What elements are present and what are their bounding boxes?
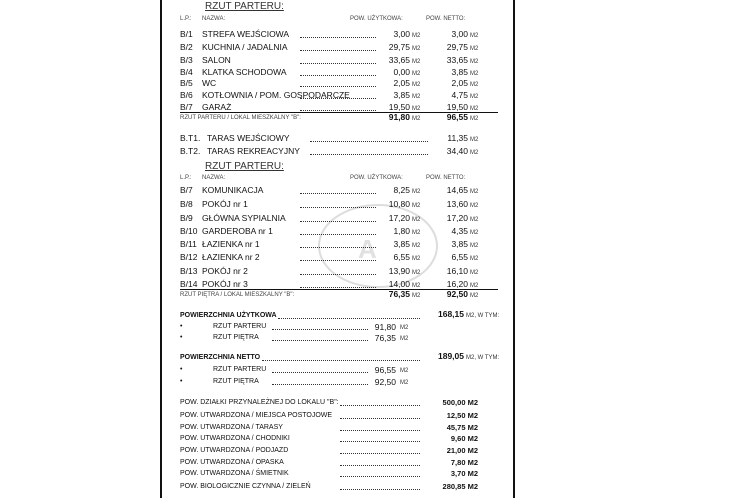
room-usable-unit: M2: [412, 283, 421, 289]
watermark-letter: A: [358, 234, 377, 264]
room-net-unit: M2: [470, 230, 479, 236]
leader-dots: [300, 287, 376, 288]
leader-dots: [340, 489, 420, 490]
usable-area-unit: M2, W TYM:: [466, 313, 500, 319]
section2-col-net: POW. NETTO:: [426, 175, 466, 181]
room-net-unit: M2: [470, 59, 479, 65]
room-net-area: 14,65: [446, 185, 468, 195]
room-net-area: 3,85: [451, 67, 468, 77]
room-net-area: 3,85: [451, 239, 468, 249]
room-net-area: 33,65: [446, 55, 468, 65]
leader-dots: [340, 476, 420, 477]
leader-dots: [272, 340, 368, 341]
section1-col-net: POW. NETTO:: [426, 16, 466, 22]
room-net-unit: M2: [470, 283, 479, 289]
room-net-area: 16,10: [446, 266, 468, 276]
summary-item-value: 96,55: [374, 365, 396, 375]
summary-item-name: RZUT PIĘTRA: [213, 334, 259, 341]
room-usable-area: 2,05: [393, 78, 410, 88]
leader-dots: [300, 274, 376, 275]
room-net-unit: M2: [470, 82, 479, 88]
room-net-area: 29,75: [446, 42, 468, 52]
plot-area-name: POW. UTWARDZONA / TARASY: [180, 424, 283, 431]
plot-area-name: POW. BIOLOGICZNIE CZYNNA / ZIELEŃ: [180, 483, 311, 490]
room-name: ŁAZIENKA nr 2: [202, 252, 260, 262]
leader-dots: [300, 234, 376, 235]
room-name: STREFA WEJŚCIOWA: [202, 29, 290, 39]
summary-item-name: RZUT PARTERU: [213, 323, 267, 330]
section1-total-use: 91,80: [388, 112, 410, 122]
room-usable-unit: M2: [412, 243, 421, 249]
plot-area-name: POW. UTWARDZONA / PODJAZD: [180, 447, 289, 454]
room-net-unit: M2: [470, 94, 479, 100]
summary-item-unit: M2: [400, 336, 409, 342]
room-code: B/1: [180, 29, 193, 39]
room-name: POKÓJ nr 1: [202, 199, 248, 209]
summary-item-unit: M2: [400, 380, 409, 386]
room-name: KOTŁOWNIA / POM. GOSPODARCZE: [202, 90, 350, 100]
leader-dots: [272, 384, 368, 385]
summary-item-name: RZUT PARTERU: [213, 366, 267, 373]
section2-total-net-unit: M2: [470, 293, 479, 299]
room-usable-unit: M2: [412, 59, 421, 65]
leader-dots: [300, 260, 376, 261]
room-usable-area: 0,00: [393, 67, 410, 77]
section1-col-use: POW. UŻYTKOWA:: [350, 16, 403, 22]
section1-total-net-unit: M2: [470, 116, 479, 122]
section2-total-use: 76,35: [388, 289, 410, 299]
plot-area-name: POW. UTWARDZONA / MIEJSCA POSTOJOWE: [180, 412, 333, 419]
room-net-unit: M2: [470, 217, 479, 223]
room-usable-area: 14,00: [388, 279, 410, 289]
room-usable-unit: M2: [412, 256, 421, 262]
room-code: B/6: [180, 90, 193, 100]
room-net-unit: M2: [470, 33, 479, 39]
room-usable-area: 1,80: [393, 226, 410, 236]
room-net-unit: M2: [470, 71, 479, 77]
usable-area-label: POWIERZCHNIA UŻYTKOWA: [180, 312, 277, 319]
room-usable-area: 3,85: [393, 90, 410, 100]
room-code: B/5: [180, 78, 193, 88]
room-name: GARDEROBA nr 1: [202, 226, 273, 236]
room-code: B/12: [180, 252, 198, 262]
room-name: KOMUNIKACJA: [202, 185, 264, 195]
summary-bullet: •: [180, 366, 183, 373]
room-code: B/10: [180, 226, 198, 236]
leader-dots: [340, 418, 420, 419]
section1-title: RZUT PARTERU:: [205, 1, 284, 12]
room-name: SALON: [202, 55, 231, 65]
room-net-area: 17,20: [446, 213, 468, 223]
room-name: WC: [202, 78, 217, 88]
leader-dots: [310, 154, 428, 155]
section1-col-name: NAZWA:: [202, 16, 226, 22]
room-net-area: 3,00: [451, 29, 468, 39]
summary-item-unit: M2: [400, 325, 409, 331]
room-name: POKÓJ nr 3: [202, 279, 248, 289]
room-net-unit: M2: [470, 106, 479, 112]
room-name: ŁAZIENKA nr 1: [202, 239, 260, 249]
section2-col-use: POW. UŻYTKOWA:: [350, 175, 403, 181]
room-usable-area: 17,20: [388, 213, 410, 223]
room-net-area: 4,75: [451, 90, 468, 100]
page-left-edge: [160, 0, 162, 498]
room-usable-area: 8,25: [393, 185, 410, 195]
room-usable-unit: M2: [412, 33, 421, 39]
room-usable-unit: M2: [412, 106, 421, 112]
section1-total-label: RZUT PARTERU / LOKAL MIESZKALNY "B":: [180, 115, 301, 121]
summary-bullet: •: [180, 378, 183, 385]
room-code: B/7: [180, 185, 193, 195]
room-usable-area: 3,00: [393, 29, 410, 39]
room-code: B/4: [180, 67, 193, 77]
room-net-unit: M2: [470, 243, 479, 249]
leader-dots: [272, 329, 368, 330]
leader-dots: [272, 372, 368, 373]
leader-dots: [310, 141, 428, 142]
room-name: GŁÓWNA SYPIALNIA: [202, 213, 286, 223]
plot-area-name: POW. UTWARDZONA / CHODNIKI: [180, 435, 290, 442]
room-net-area: 13,60: [446, 199, 468, 209]
room-usable-area: 29,75: [388, 42, 410, 52]
plot-area-value: 280,85 M2: [442, 482, 478, 491]
plot-area-name: POW. UTWARDZONA / OPASKA: [180, 459, 284, 466]
plot-area-name: POW. UTWARDZONA / ŚMIETNIK: [180, 470, 289, 477]
leader-dots: [300, 50, 376, 51]
terrace-code: B.T1.: [180, 133, 201, 143]
section1-total-net: 96,55: [446, 112, 468, 122]
leader-dots: [300, 193, 376, 194]
room-code: B/8: [180, 199, 193, 209]
section2-col-lp: L.P.:: [180, 175, 192, 181]
room-net-area: 19,50: [446, 102, 468, 112]
leader-dots: [340, 453, 420, 454]
section2-col-name: NAZWA:: [202, 175, 226, 181]
room-name: POKÓJ nr 2: [202, 266, 248, 276]
plot-area-value: 3,70 M2: [450, 469, 478, 478]
room-code: B/7: [180, 102, 193, 112]
room-usable-area: 19,50: [388, 102, 410, 112]
plot-area-value: 500,00 M2: [442, 398, 478, 407]
leader-dots: [300, 221, 376, 222]
room-code: B/13: [180, 266, 198, 276]
room-net-unit: M2: [470, 256, 479, 262]
leader-dots: [300, 75, 376, 76]
section2-total-label: RZUT PIĘTRA / LOKAL MIESZKALNY "B":: [180, 292, 295, 298]
plot-area-name: POW. DZIAŁKI PRZYNALEŻNEJ DO LOKALU "B":: [180, 399, 339, 406]
section2-title: RZUT PARTERU:: [205, 161, 284, 172]
section2-total-use-unit: M2: [412, 293, 421, 299]
leader-dots: [340, 405, 420, 406]
section2-total-net: 92,50: [446, 289, 468, 299]
room-name: KUCHNIA / JADALNIA: [202, 42, 288, 52]
plot-area-value: 9,60 M2: [450, 434, 478, 443]
usable-area-value: 168,15: [438, 309, 464, 319]
room-code: B/14: [180, 279, 198, 289]
summary-item-name: RZUT PIĘTRA: [213, 378, 259, 385]
room-usable-area: 10,80: [388, 199, 410, 209]
room-usable-unit: M2: [412, 71, 421, 77]
room-usable-area: 13,90: [388, 266, 410, 276]
room-net-unit: M2: [470, 270, 479, 276]
summary-item-value: 92,50: [374, 377, 396, 387]
terrace-net-unit: M2: [470, 150, 479, 156]
summary-item-value: 76,35: [374, 333, 396, 343]
leader-dots: [300, 37, 376, 38]
terrace-name: TARAS WEJŚCIOWY: [207, 133, 290, 143]
net-area-leader: [262, 360, 420, 361]
room-usable-area: 33,65: [388, 55, 410, 65]
room-net-unit: M2: [470, 189, 479, 195]
plot-area-value: 45,75 M2: [446, 423, 478, 432]
terrace-net-unit: M2: [470, 137, 479, 143]
room-net-area: 4,35: [451, 226, 468, 236]
room-net-unit: M2: [470, 46, 479, 52]
room-net-area: 6,55: [451, 252, 468, 262]
section1-total-use-unit: M2: [412, 116, 421, 122]
room-usable-unit: M2: [412, 46, 421, 52]
room-usable-unit: M2: [412, 270, 421, 276]
leader-dots: [340, 441, 420, 442]
room-net-area: 16,20: [446, 279, 468, 289]
room-code: B/9: [180, 213, 193, 223]
net-area-value: 189,05: [438, 351, 464, 361]
leader-dots: [340, 465, 420, 466]
room-usable-unit: M2: [412, 94, 421, 100]
leader-dots: [300, 207, 376, 208]
room-usable-unit: M2: [412, 189, 421, 195]
room-net-unit: M2: [470, 203, 479, 209]
room-usable-unit: M2: [412, 82, 421, 88]
section1-col-lp: L.P.:: [180, 16, 192, 22]
terrace-code: B.T2.: [180, 146, 201, 156]
summary-bullet: •: [180, 334, 183, 341]
plot-area-value: 21,00 M2: [446, 446, 478, 455]
room-net-area: 2,05: [451, 78, 468, 88]
net-area-label: POWIERZCHNIA NETTO: [180, 354, 261, 361]
terrace-net-area: 11,35: [447, 133, 468, 143]
summary-item-value: 91,80: [374, 322, 396, 332]
summary-bullet: •: [180, 323, 183, 330]
leader-dots: [300, 110, 376, 111]
room-usable-area: 3,85: [393, 239, 410, 249]
leader-dots: [300, 247, 376, 248]
leader-dots: [300, 86, 376, 87]
net-area-unit: M2, W TYM:: [466, 355, 500, 361]
leader-dots: [340, 430, 420, 431]
room-code: B/11: [180, 239, 197, 249]
usable-area-leader: [278, 318, 420, 319]
leader-dots: [300, 63, 376, 64]
plot-area-value: 12,50 M2: [446, 411, 478, 420]
room-name: GARAŻ: [202, 102, 232, 112]
summary-item-unit: M2: [400, 368, 409, 374]
terrace-name: TARAS REKREACYJNY: [207, 146, 300, 156]
plot-area-value: 7,80 M2: [450, 458, 478, 467]
room-code: B/2: [180, 42, 193, 52]
room-usable-unit: M2: [412, 217, 421, 223]
room-usable-unit: M2: [412, 230, 421, 236]
room-code: B/3: [180, 55, 193, 65]
page-right-edge: [513, 0, 515, 498]
room-name: KLATKA SCHODOWA: [202, 67, 287, 77]
room-usable-unit: M2: [412, 203, 421, 209]
terrace-net-area: 34,40: [446, 146, 468, 156]
leader-dots: [300, 98, 376, 99]
room-usable-area: 6,55: [393, 252, 410, 262]
